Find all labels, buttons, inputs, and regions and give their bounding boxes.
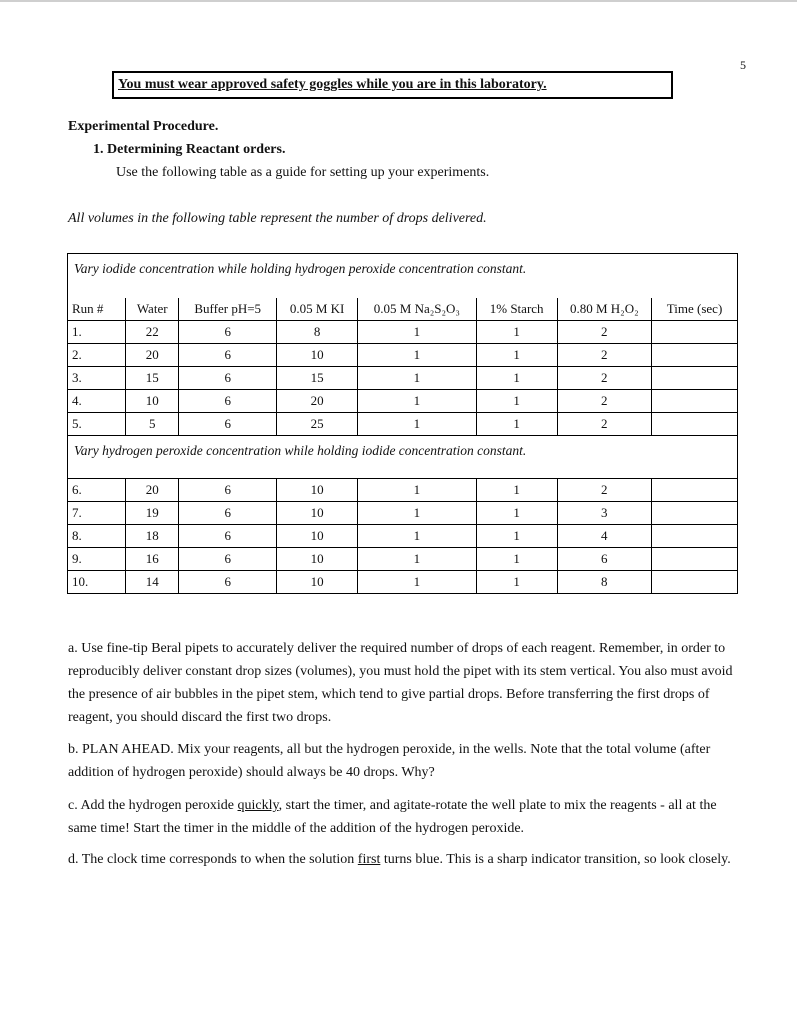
table-cell: 10 xyxy=(277,525,358,548)
table-cell: 16 xyxy=(126,548,179,571)
header-run: Run # xyxy=(68,298,126,321)
table-row xyxy=(68,525,737,548)
table-cell: 6 xyxy=(179,502,277,525)
table-cell: 1 xyxy=(476,479,557,502)
table-caption-iodide: Vary iodide concentration while holding hydrogen peroxide concentration constant. xyxy=(74,261,527,276)
table-cell: 18 xyxy=(126,525,179,548)
table-cell: 1 xyxy=(357,367,476,390)
table-cell: 10 xyxy=(277,479,358,502)
header-buffer: Buffer pH=5 xyxy=(179,298,277,321)
table-row xyxy=(68,367,737,390)
table-row xyxy=(68,479,737,502)
para-c-underlined: quickly xyxy=(237,798,279,813)
table-cell: 1 xyxy=(476,502,557,525)
table-row xyxy=(68,344,737,367)
header-peroxide: 0.80 M H₂O₂ xyxy=(557,298,652,321)
table-caption-peroxide: Vary hydrogen peroxide concentration while holding iodide concentration constant. xyxy=(68,435,737,479)
guide-text: Use the following table as a guide for setting up your experiments. xyxy=(116,165,490,180)
safety-notice-box xyxy=(112,71,673,99)
time-cell xyxy=(652,367,737,390)
time-cell xyxy=(652,413,737,436)
table-cell: 10 xyxy=(277,502,358,525)
table-cell: 1 xyxy=(476,390,557,413)
table-cell: 7. xyxy=(68,502,126,525)
table-cell: 1 xyxy=(357,571,476,594)
paragraph-c xyxy=(68,794,733,840)
table-cell: 20 xyxy=(126,479,179,502)
table-row xyxy=(68,321,737,344)
header-starch: 1% Starch xyxy=(476,298,557,321)
header-thiosulfate: 0.05 M Na₂S₂O₃ xyxy=(357,298,476,321)
table-row xyxy=(68,502,737,525)
time-cell xyxy=(652,548,737,571)
table-group-1 xyxy=(68,298,737,435)
table-cell: 1 xyxy=(357,321,476,344)
table-cell: 6 xyxy=(179,571,277,594)
table-cell: 3 xyxy=(557,502,652,525)
table-cell: 10 xyxy=(277,571,358,594)
safety-notice-text: You must wear approved safety goggles while you are in this laboratory. xyxy=(118,77,547,92)
table-cell: 1 xyxy=(357,344,476,367)
table-cell: 1 xyxy=(476,571,557,594)
table-cell: 8 xyxy=(277,321,358,344)
table-cell: 9. xyxy=(68,548,126,571)
table-cell: 2 xyxy=(557,367,652,390)
table-cell: 8. xyxy=(68,525,126,548)
para-c-pre: c. Add the hydrogen peroxide xyxy=(68,798,238,813)
table-cell: 10 xyxy=(277,548,358,571)
table-cell: 1 xyxy=(476,525,557,548)
time-cell xyxy=(652,571,737,594)
table-cell: 15 xyxy=(126,367,179,390)
time-cell xyxy=(652,344,737,367)
table-cell: 2. xyxy=(68,344,126,367)
table-cell: 10 xyxy=(277,344,358,367)
time-cell xyxy=(652,479,737,502)
header-ki: 0.05 M KI xyxy=(277,298,358,321)
para-d-underlined: first xyxy=(357,852,381,867)
paragraph-d xyxy=(68,848,733,871)
table-cell: 1 xyxy=(357,479,476,502)
table-cell: 4 xyxy=(557,525,652,548)
table-cell: 5. xyxy=(68,413,126,436)
table-group-2 xyxy=(68,479,737,593)
table-cell: 6 xyxy=(179,525,277,548)
table-cell: 1 xyxy=(476,548,557,571)
table-cell: 5 xyxy=(126,413,179,436)
table-cell: 6 xyxy=(179,479,277,502)
para-d-pre: d. The clock time corresponds to when the solution xyxy=(68,852,358,867)
time-cell xyxy=(652,321,737,344)
table-cell: 1 xyxy=(357,548,476,571)
table-cell: 6 xyxy=(179,413,277,436)
table-cell: 2 xyxy=(557,390,652,413)
table-row xyxy=(68,571,737,594)
table-cell: 6 xyxy=(179,344,277,367)
table-cell: 1 xyxy=(357,525,476,548)
table-cell: 1 xyxy=(357,390,476,413)
table-cell: 6. xyxy=(68,479,126,502)
table-cell: 20 xyxy=(126,344,179,367)
header-water: Water xyxy=(126,298,179,321)
table-cell: 2 xyxy=(557,479,652,502)
table-cell: 1 xyxy=(357,413,476,436)
table-cell: 1 xyxy=(357,502,476,525)
table-cell: 1 xyxy=(476,367,557,390)
table-cell: 6 xyxy=(179,321,277,344)
section-heading: Experimental Procedure. xyxy=(68,119,219,134)
page-number: 5 xyxy=(740,58,746,72)
table-cell: 19 xyxy=(126,502,179,525)
table-cell: 6 xyxy=(557,548,652,571)
table-row xyxy=(68,548,737,571)
volume-note: All volumes in the following table represent the number of drops delivered. xyxy=(68,211,487,226)
paragraph-b: b. PLAN AHEAD. Mix your reagents, all but the hydrogen peroxide, in the wells. Note that the total volume (after addition of hydrogen peroxide) should always be 40 drops. Why? xyxy=(68,742,711,780)
time-cell xyxy=(652,502,737,525)
table-cell: 2 xyxy=(557,413,652,436)
table-cell: 2 xyxy=(557,321,652,344)
header-time: Time (sec) xyxy=(652,298,737,321)
table-cell: 6 xyxy=(179,548,277,571)
table-cell: 1 xyxy=(476,344,557,367)
table-row xyxy=(68,390,737,413)
page-top-border xyxy=(0,0,797,2)
table-cell: 6 xyxy=(179,390,277,413)
table-cell: 1 xyxy=(476,321,557,344)
table-cell: 8 xyxy=(557,571,652,594)
table-cell: 1. xyxy=(68,321,126,344)
table-cell: 20 xyxy=(277,390,358,413)
time-cell xyxy=(652,390,737,413)
subsection-heading: 1. Determining Reactant orders. xyxy=(93,142,286,157)
table-header-row xyxy=(68,298,737,321)
table-cell: 15 xyxy=(277,367,358,390)
table-cell: 14 xyxy=(126,571,179,594)
table-cell: 1 xyxy=(476,413,557,436)
table-cell: 6 xyxy=(179,367,277,390)
para-c-post: , start the timer, and agitate-rotate the well plate to mix the reagents - all at the same time! Start the timer in the middle of the addition of the hydrogen peroxide. xyxy=(68,798,717,836)
table-cell: 3. xyxy=(68,367,126,390)
paragraph-a: a. Use fine-tip Beral pipets to accurately deliver the required number of drops of each reagent. Remember, in order to reproducibly deliver constant drop sizes (volumes), you must hold the pipet with its stem vertical. You also must avoid the presence of air bubbles in the pipet stem, which tend to give partial drops. Before transferring the first drops of reagent, you should discard the first two drops. xyxy=(68,641,733,725)
table-cell: 10 xyxy=(126,390,179,413)
table-cell: 25 xyxy=(277,413,358,436)
table-cell: 10. xyxy=(68,571,126,594)
table-cell: 2 xyxy=(557,344,652,367)
table-cell: 22 xyxy=(126,321,179,344)
table-cell: 4. xyxy=(68,390,126,413)
time-cell xyxy=(652,525,737,548)
reagent-table xyxy=(67,253,738,594)
para-d-post: turns blue. This is a sharp indicator transition, so look closely. xyxy=(380,852,731,867)
table-row xyxy=(68,413,737,436)
